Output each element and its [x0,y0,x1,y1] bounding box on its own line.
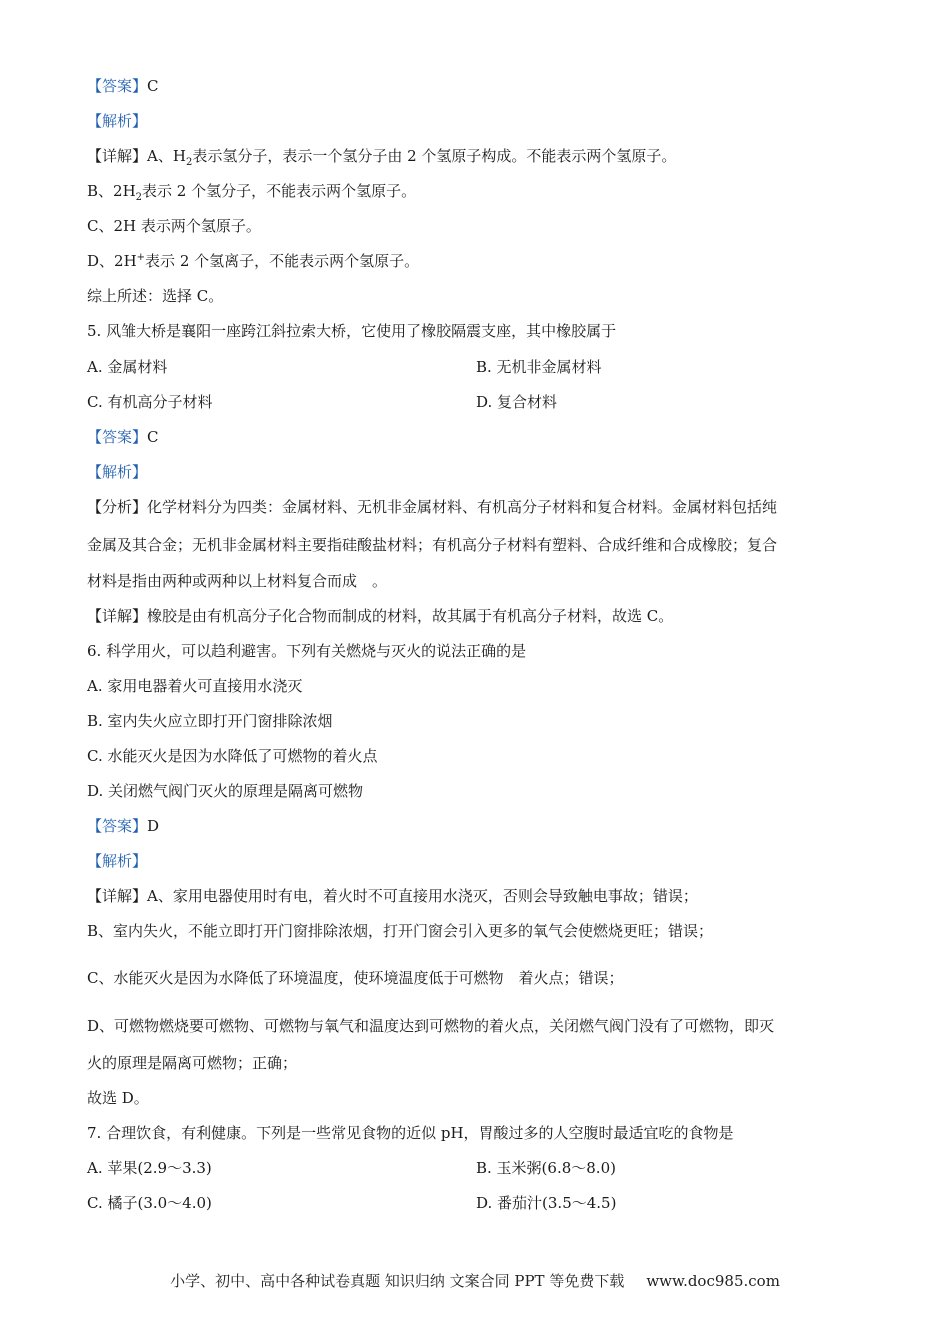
option-c: C. 橘子(3.0～4.0) [87,1194,212,1212]
summary-line: 综上所述：选择 C。 [87,287,224,305]
detail-tag: 【详解】 [87,887,148,905]
answer-tag: 【答案】 [87,428,148,446]
answer-line [87,816,159,836]
fenxi-tag: 【分析】 [87,498,148,516]
detail-tag: 【详解】 [87,147,148,165]
footer-link[interactable]: www.doc985.com [646,1272,780,1290]
answer-value: C [147,77,159,95]
detail-text: 表示 2 个氢离子，不能表示两个氢原子。 [145,252,420,270]
detail-line [87,146,676,166]
option-c: C. 有机高分子材料 [87,393,213,411]
detail-line [87,251,419,271]
detail-text: B、2H [87,182,136,200]
detail-line [87,606,673,626]
analysis-tag: 【解析】 [87,463,148,481]
detail-text: 表示 2 个氢分子，不能表示两个氢原子。 [142,182,417,200]
option-d: D. 关闭燃气阀门灭火的原理是隔离可燃物 [87,782,364,800]
option-b: B. 无机非金属材料 [476,358,602,376]
option-b: B. 玉米粥(6.8～8.0) [476,1159,616,1177]
detail-text: 橡胶是由有机高分子化合物而制成的材料，故其属于有机高分子材料，故选 C。 [147,607,674,625]
detail-line: B、室内失火，不能立即打开门窗排除浓烟，打开门窗会引入更多的氧气会使燃烧更旺；错误； [87,922,714,940]
detail-line: C、水能灭火是因为水降低了环境温度，使环境温度低于可燃物 着火点；错误； [87,969,624,987]
option-d: D. 复合材料 [476,393,558,411]
detail-tag: 【详解】 [87,607,148,625]
detail-text: A、H [147,147,186,165]
detail-text: A、家用电器使用时有电，着火时不可直接用水浇灭，否则会导致触电事故；错误； [147,887,698,905]
analysis-tag: 【解析】 [87,112,148,130]
option-b: B. 室内失火应立即打开门窗排除浓烟 [87,712,333,730]
superscript: + [136,252,146,263]
option-a: A. 苹果(2.9～3.3) [87,1159,212,1177]
footer-text: 小学、初中、高中各种试卷真题 知识归纳 文案合同 PPT 等免费下载 [170,1272,625,1290]
option-a: A. 金属材料 [87,358,168,376]
analysis-tag: 【解析】 [87,852,148,870]
answer-value: D [147,817,160,835]
question-stem: 5. 风雏大桥是襄阳一座跨江斜拉索大桥，它使用了橡胶隔震支座，其中橡胶属于 [87,322,617,340]
option-c: C. 水能灭火是因为水降低了可燃物的着火点 [87,747,378,765]
analysis-line [87,497,777,517]
answer-tag: 【答案】 [87,77,148,95]
detail-line: C、2H 表示两个氢原子。 [87,217,261,235]
conclusion-line: 故选 D。 [87,1089,149,1107]
answer-tag: 【答案】 [87,817,148,835]
question-stem: 7. 合理饮食，有利健康。下列是一些常见食物的近似 pH，胃酸过多的人空腹时最适宜吃的食物是 [87,1124,734,1142]
detail-line: 火的原理是隔离可燃物；正确； [87,1054,298,1072]
detail-text: D、2H [87,252,137,270]
question-stem: 6. 科学用火，可以趋利避害。下列有关燃烧与灭火的说法正确的是 [87,642,527,660]
detail-text: 表示氢分子，表示一个氢分子由 2 个氢原子构成。不能表示两个氢原子。 [192,147,677,165]
detail-line [87,886,698,906]
answer-value: C [147,428,159,446]
page-footer [0,1270,950,1291]
analysis-line: 材料是指由两种或两种以上材料复合而成 。 [87,572,388,590]
answer-line [87,427,159,447]
subscript: 2 [185,157,193,168]
detail-line: D、可燃物燃烧要可燃物、可燃物与氧气和温度达到可燃物的着火点，关闭燃气阀门没有了可燃物，即灭 [87,1017,775,1035]
detail-line [87,181,416,201]
subscript: 2 [135,192,143,203]
analysis-line: 金属及其合金；无机非金属材料主要指硅酸盐材料；有机高分子材料有塑料、合成纤维和合成橡胶；复合 [87,536,778,554]
option-d: D. 番茄汁(3.5～4.5) [476,1194,617,1212]
option-a: A. 家用电器着火可直接用水浇灭 [87,677,303,695]
analysis-text: 化学材料分为四类：金属材料、无机非金属材料、有机高分子材料和复合材料。金属材料包括纯 [147,498,778,516]
answer-line [87,76,159,96]
